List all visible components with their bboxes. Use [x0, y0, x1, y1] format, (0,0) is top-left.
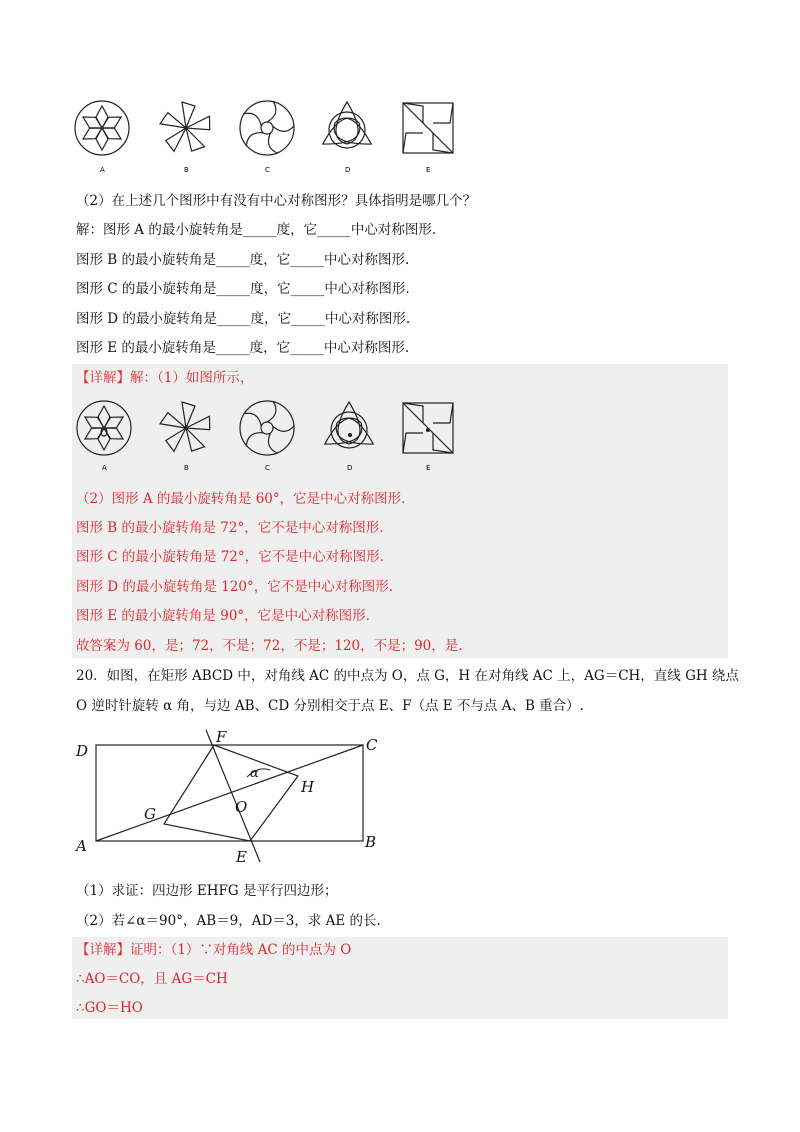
- problem-20-solution-tag: 【详解】: [76, 942, 130, 958]
- figure-label-b: B: [184, 166, 189, 174]
- figure-label-d: D: [345, 166, 351, 174]
- figure-label-a: A: [100, 166, 105, 174]
- sol-figure-label-e: E: [426, 464, 431, 472]
- solution-line-1: （2）图形 A 的最小旋转角是 60°，它是中心对称图形.: [76, 491, 406, 507]
- problem-20-solution-3: ∴GO＝HO: [76, 1000, 143, 1016]
- sol-figure-label-d: D: [347, 464, 353, 472]
- blank-line-c: 图形 C 的最小旋转角是_____度，它_____中心对称图形.: [76, 281, 410, 297]
- sol-figure-label-b: B: [184, 464, 189, 472]
- fig-label-b: B: [365, 833, 377, 851]
- solution-answer: 故答案为 60，是；72，不是；72，不是；120，不是；90，是.: [76, 638, 463, 654]
- sol-figure-label-a: A: [102, 464, 107, 472]
- fig-label-o: O: [235, 798, 248, 816]
- problem-20-solution-text: 证明：（1）∵对角线 AC 的中点为 O: [130, 942, 352, 958]
- solution-line-5: 图形 E 的最小旋转角是 90°，它是中心对称图形.: [76, 608, 370, 624]
- sol-figure-label-c: C: [265, 464, 270, 472]
- problem-20-sub-1: （1）求证：四边形 EHFG 是平行四边形；: [76, 883, 338, 899]
- figure-label-e: E: [426, 166, 431, 174]
- fig-label-alpha: α: [250, 766, 259, 781]
- fig-label-e: E: [236, 848, 247, 866]
- blank-line-d: 图形 D 的最小旋转角是_____度，它_____中心对称图形.: [76, 311, 411, 327]
- solution-line-2: 图形 B 的最小旋转角是 72°，它不是中心对称图形.: [76, 520, 384, 536]
- fig-label-f: F: [216, 728, 227, 746]
- problem-20-line-2: O 逆时针旋转 α 角，与边 AB、CD 分别相交于点 E、F（点 E 不与点 A、B 重合）.: [76, 698, 584, 714]
- fig-label-d: D: [76, 742, 89, 760]
- problem-20-sub-2: （2）若∠α＝90°，AB＝9，AD＝3，求 AE 的长.: [76, 913, 381, 929]
- solution-line-3: 图形 C 的最小旋转角是 72°，它不是中心对称图形.: [76, 549, 384, 565]
- fig-label-a: A: [76, 837, 87, 855]
- problem-20-line-1: 20．如图，在矩形 ABCD 中，对角线 AC 的中点为 O，点 G，H 在对角线 AC 上，AG＝CH，直线 GH 绕点: [76, 668, 739, 684]
- fig-label-h: H: [301, 778, 315, 796]
- solution-tag: 【详解】: [76, 370, 130, 386]
- blank-line-e: 图形 E 的最小旋转角是_____度，它_____中心对称图形.: [76, 340, 410, 356]
- fig-label-g: G: [144, 805, 156, 823]
- blank-line-a: 解：图形 A 的最小旋转角是_____度，它_____中心对称图形.: [76, 222, 437, 238]
- problem-20-solution-1: [76, 941, 351, 959]
- solution-intro-text: 解：（1）如图所示，: [130, 370, 254, 386]
- fig-label-c: C: [366, 736, 378, 754]
- problem-20-solution-2: ∴AO＝CO，且 AG＝CH: [76, 971, 228, 987]
- blank-line-b: 图形 B 的最小旋转角是_____度，它_____中心对称图形.: [76, 252, 410, 268]
- question-2: （2）在上述几个图形中有没有中心对称图形？具体指明是哪几个？: [76, 193, 477, 209]
- solution-line-4: 图形 D 的最小旋转角是 120°，它不是中心对称图形.: [76, 579, 394, 595]
- figure-label-c: C: [265, 166, 270, 174]
